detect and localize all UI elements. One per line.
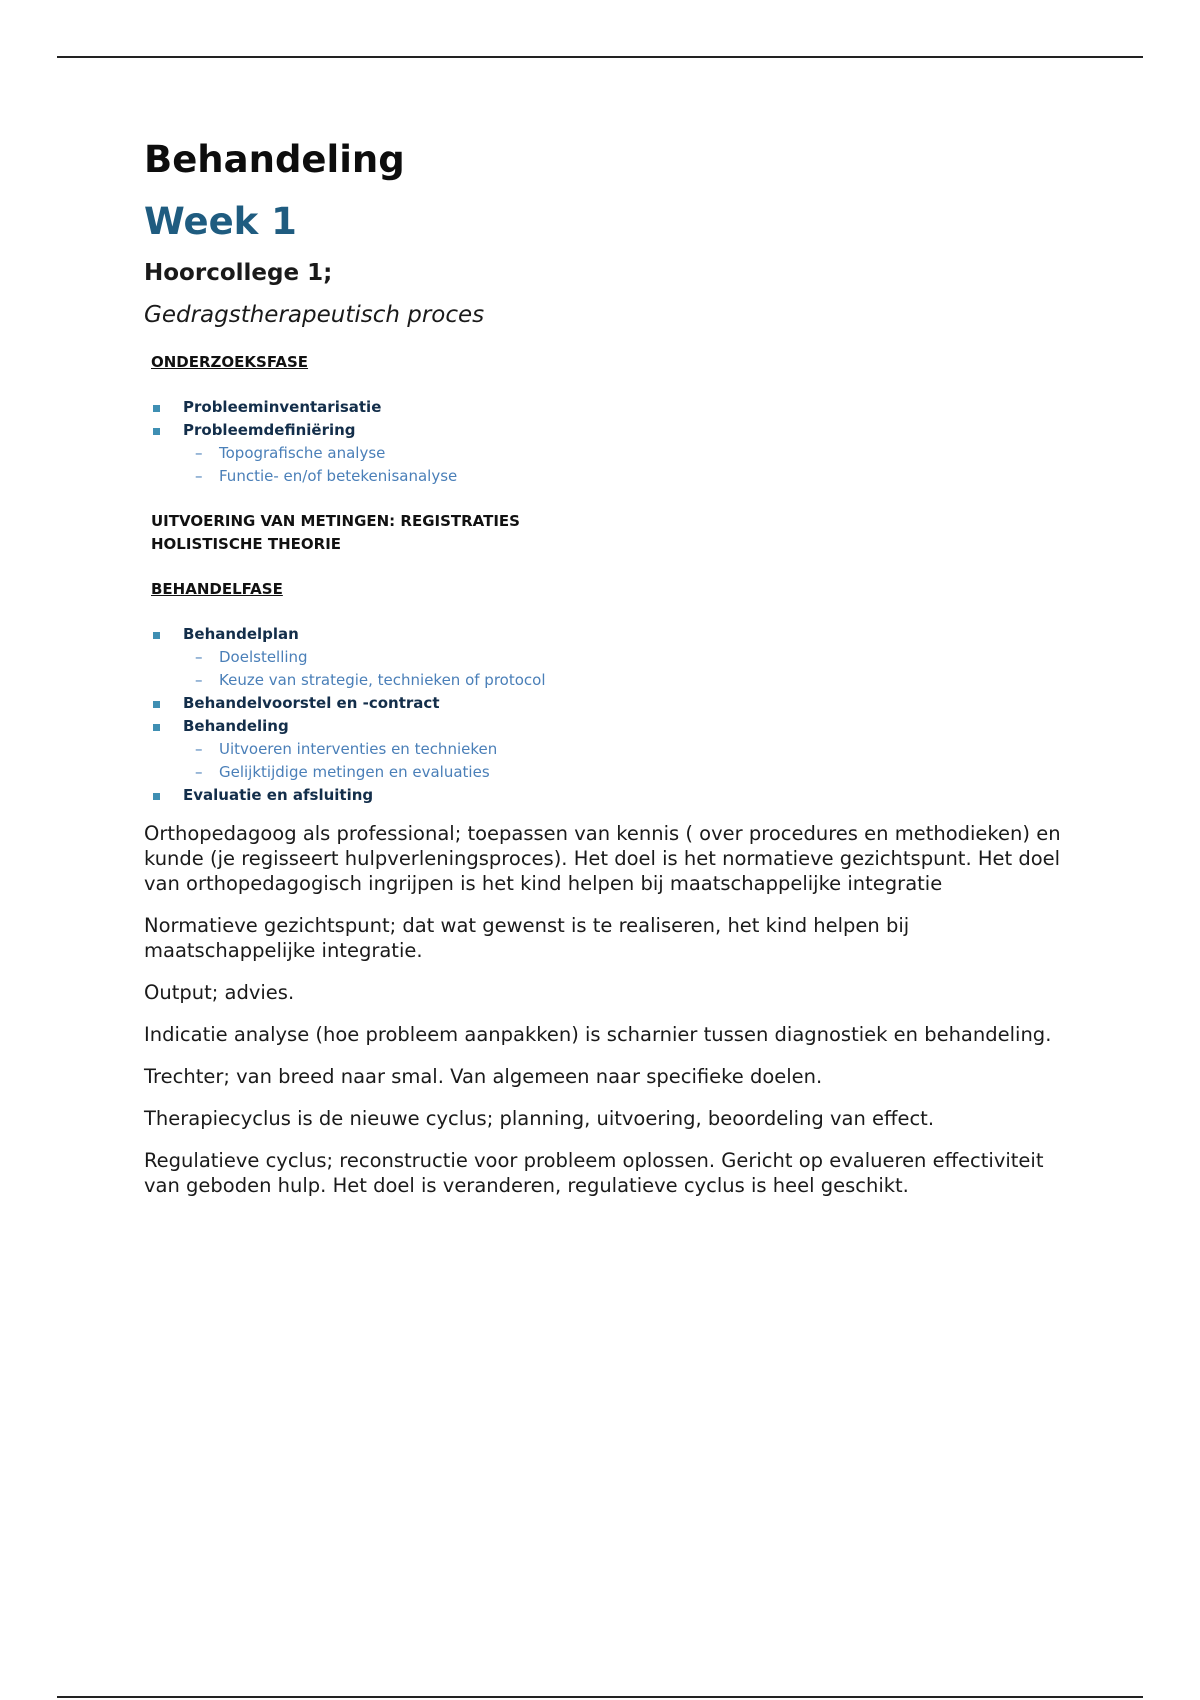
top-rule	[57, 56, 1143, 58]
slide-bullet-item	[151, 784, 591, 807]
slide-bullet-label: Probleemdefiniëring	[183, 420, 356, 439]
lecture-heading: Hoorcollege 1;	[144, 259, 333, 286]
treatment-phase-list	[151, 623, 591, 807]
slide-sub-label: Doelstelling	[219, 647, 308, 666]
process-slide	[151, 351, 591, 807]
dash-bullet-icon: –	[195, 466, 203, 485]
slide-sub-item	[151, 738, 591, 761]
square-bullet-icon	[153, 632, 160, 639]
body-text	[144, 821, 1084, 1198]
slide-sub-label: Functie- en/of betekenisanalyse	[219, 466, 458, 485]
bottom-rule	[57, 1696, 1143, 1698]
slide-bullet-item	[151, 715, 591, 738]
slide-sub-item	[151, 761, 591, 784]
slide-sub-item	[151, 442, 591, 465]
document-title: Behandeling	[144, 138, 405, 181]
body-paragraph: Output; advies.	[144, 980, 295, 1004]
square-bullet-icon	[153, 405, 160, 412]
square-bullet-icon	[153, 724, 160, 731]
slide-bullet-label: Behandeling	[183, 716, 289, 735]
dash-bullet-icon: –	[195, 739, 203, 758]
dash-bullet-icon: –	[195, 762, 203, 781]
body-paragraph: Orthopedagoog als professional; toepassen van kennis ( over procedures en methodieken) en kunde (je regisseert hulpverleningsproces). Het doel is het normatieve gezichtspunt. Het doel van orthopedagogisch ingrijpen is het kind helpen bij maatschappelijke integratie	[144, 821, 1061, 895]
slide-bullet-item	[151, 623, 591, 646]
slide-sub-item	[151, 669, 591, 692]
dash-bullet-icon: –	[195, 443, 203, 462]
slide-bullet-item	[151, 419, 591, 442]
measurements-heading: UITVOERING VAN METINGEN: REGISTRATIES	[151, 511, 520, 530]
slide-bullet-label: Probleeminventarisatie	[183, 397, 382, 416]
research-phase-list	[151, 396, 591, 488]
week-heading: Week 1	[144, 200, 297, 244]
body-paragraph: Indicatie analyse (hoe probleem aanpakken) is scharnier tussen diagnostiek en behandeling.	[144, 1022, 1052, 1046]
slide-sub-label: Keuze van strategie, technieken of protocol	[219, 670, 546, 689]
holistic-heading: HOLISTISCHE THEORIE	[151, 534, 342, 553]
process-heading: Gedragstherapeutisch proces	[144, 301, 485, 328]
slide-sub-item	[151, 646, 591, 669]
slide-sub-item	[151, 465, 591, 488]
slide-sub-label: Topografische analyse	[219, 443, 386, 462]
dash-bullet-icon: –	[195, 670, 203, 689]
slide-sub-label: Uitvoeren interventies en technieken	[219, 739, 498, 758]
square-bullet-icon	[153, 701, 160, 708]
treatment-phase-heading: BEHANDELFASE	[151, 579, 283, 598]
slide-bullet-label: Evaluatie en afsluiting	[183, 785, 374, 804]
body-paragraph: Therapiecyclus is de nieuwe cyclus; planning, uitvoering, beoordeling van effect.	[144, 1106, 935, 1130]
body-paragraph: Normatieve gezichtspunt; dat wat gewenst is te realiseren, het kind helpen bij maatschappelijke integratie.	[144, 913, 910, 962]
dash-bullet-icon: –	[195, 647, 203, 666]
slide-sub-label: Gelijktijdige metingen en evaluaties	[219, 762, 490, 781]
slide-bullet-item	[151, 396, 591, 419]
document-body	[144, 138, 1084, 1215]
slide-bullet-label: Behandelplan	[183, 624, 299, 643]
square-bullet-icon	[153, 428, 160, 435]
body-paragraph: Regulatieve cyclus; reconstructie voor probleem oplossen. Gericht op evalueren effectiviteit van geboden hulp. Het doel is veranderen, regulatieve cyclus is heel geschikt.	[144, 1148, 1044, 1197]
slide-bullet-label: Behandelvoorstel en -contract	[183, 693, 440, 712]
research-phase-heading: ONDERZOEKSFASE	[151, 352, 309, 371]
slide-bullet-item	[151, 692, 591, 715]
square-bullet-icon	[153, 793, 160, 800]
body-paragraph: Trechter; van breed naar smal. Van algemeen naar specifieke doelen.	[144, 1064, 823, 1088]
